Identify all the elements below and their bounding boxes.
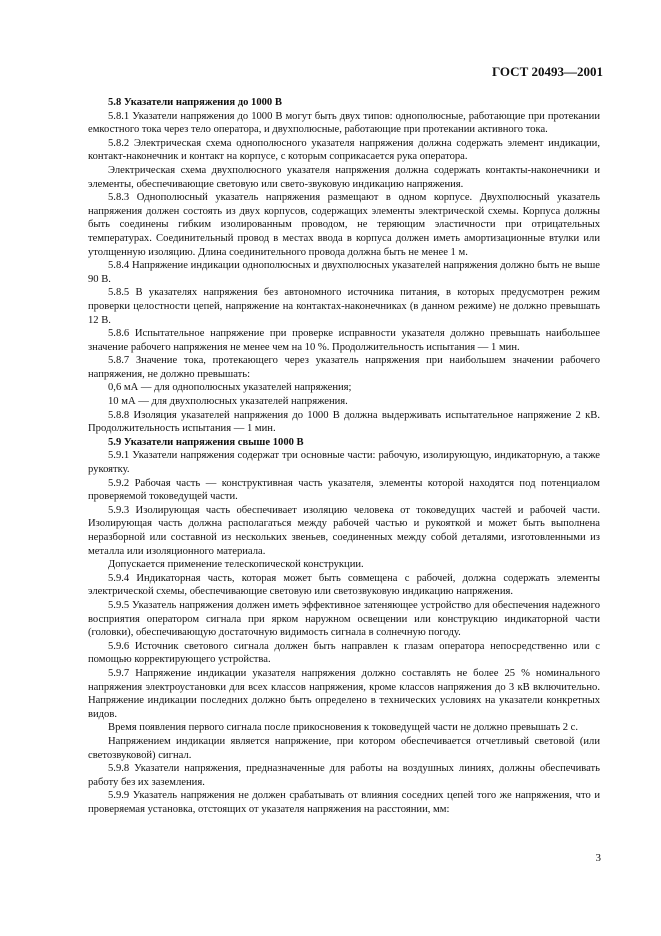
paragraph: 5.9.4 Индикаторная часть, которая может быть совмещена с рабочей, должна содержать элементы электрической схемы, обеспечивающие световую или светозвуковую индикацию напряжения.: [88, 572, 600, 598]
paragraph: 5.9.8 Указатели напряжения, предназначенные для работы на воздушных линиях, должны обеспечивать работу без их заземления.: [88, 763, 600, 788]
paragraph: 5.8.2 Электрическая схема однополюсного указателя напряжения должна содержать элемент индикации, контакт-наконечник и контакт на корпусе, с которым соприкасается рука оператора.: [88, 137, 600, 163]
paragraph: Время появления первого сигнала после прикосновения к токоведущей части не должно превышать 2 с.: [108, 722, 579, 734]
paragraph: 5.9.5 Указатель напряжения должен иметь эффективное затеняющее устройство для обеспечения надежного восприятия оператором сигнала при ярком наружном освещении или конструкцию индикаторной части (головки), обеспечивающую достаточную видимость сигнала в солнечную погоду.: [88, 599, 600, 639]
paragraph: 5.9.9 Указатель напряжения не должен срабатывать от влияния соседних цепей того же напряжения, что и проверяемая установка, отстоящих от указателя напряжения на расстоянии, мм:: [88, 790, 600, 815]
paragraph: 5.8.1 Указатели напряжения до 1000 В могут быть двух типов: однополюсные, работающие при протекании емкостного тока через тело оператора, и двухполюсные, работающие при протекании активного тока.: [88, 110, 600, 136]
paragraph: Напряжением индикации является напряжение, при котором обеспечивается отчетливый световой (или светозвуковой) сигнал.: [88, 735, 600, 761]
paragraph: 5.8.8 Изоляция указателей напряжения до 1000 В должна выдерживать испытательное напряжение 2 кВ. Продолжительность испытания — 1 мин.: [88, 409, 600, 435]
document-code: ГОСТ 20493—2001: [491, 64, 603, 79]
paragraph: 0,6 мА — для однополюсных указателей напряжения;: [108, 382, 352, 394]
document-body: [88, 96, 600, 816]
paragraph: 5.9.2 Рабочая часть — конструктивная часть указателя, элементы которой находятся под потенциалом проверяемой токоведущей части.: [88, 477, 600, 503]
paragraph: 5.8.6 Испытательное напряжение при проверке исправности указателя должно превышать наибольшее значение рабочего напряжения не менее чем на 10 %. Продолжительность испытания — 1 мин.: [88, 328, 600, 353]
paragraph: 5.8.3 Однополюсный указатель напряжения размещают в одном корпусе. Двухполюсный указатель напряжения должен состоять из двух корпусов, содержащих элементы электрической схемы. Корпуса должны быть соединены гибким изолированным проводом, не теряющим эластичности при отрицательных температурах. Соединительный провод в местах ввода в корпуса должен иметь амортизационные втулки или утолщенную изоляцию. Длина соединительного провода должна быть не менее 1 м.: [88, 192, 600, 258]
paragraph: 5.9.1 Указатели напряжения содержат три основные части: рабочую, изолирующую, индикаторную, а также рукоятку.: [88, 450, 600, 476]
section-heading: 5.9 Указатели напряжения свыше 1000 В: [108, 436, 304, 448]
paragraph: 5.8.7 Значение тока, протекающего через указатель напряжения при наибольшем значении рабочего напряжения, не должно превышать:: [88, 355, 600, 380]
paragraph: 10 мА — для двухполюсных указателей напряжения.: [108, 396, 348, 408]
page-number: 3: [595, 852, 601, 864]
paragraph: Допускается применение телескопической конструкции.: [108, 559, 364, 571]
paragraph: 5.8.5 В указателях напряжения без автономного источника питания, в которых предусмотрен режим проверки целостности цепей, напряжение на контактах-наконечниках (в данном режиме) не должно превышать 12 В.: [88, 287, 600, 326]
paragraph: 5.8.4 Напряжение индикации однополюсных и двухполюсных указателей напряжения должно быть не выше 90 В.: [88, 260, 600, 285]
section-heading: 5.8 Указатели напряжения до 1000 В: [108, 97, 282, 108]
paragraph: Электрическая схема двухполюсного указателя напряжения должна содержать контакты-наконечники и элементы, обеспечивающие световую или свето-звуковую индикацию напряжения.: [88, 164, 600, 190]
paragraph: 5.9.6 Источник светового сигнала должен быть направлен к глазам оператора непосредственно или с помощью корректирующего устройства.: [88, 640, 600, 666]
paragraph: 5.9.3 Изолирующая часть обеспечивает изоляцию человека от токоведущих частей и рабочей части. Изолирующая часть должна располагаться между рабочей частью и рукояткой и может быть выполнена неразборной или составной из нескольких звеньев, соединенных между собой деталями, изготовленными из металла или изоляционного материала.: [88, 504, 600, 557]
paragraph: 5.9.7 Напряжение индикации указателя напряжения должно составлять не более 25 % номинального напряжения электроустановки для всех классов напряжения, кроме классов напряжения до 3 кВ включительно. Напряжение индикации последних должно быть определено в технических условиях на указатели конкретных видов.: [88, 667, 600, 720]
